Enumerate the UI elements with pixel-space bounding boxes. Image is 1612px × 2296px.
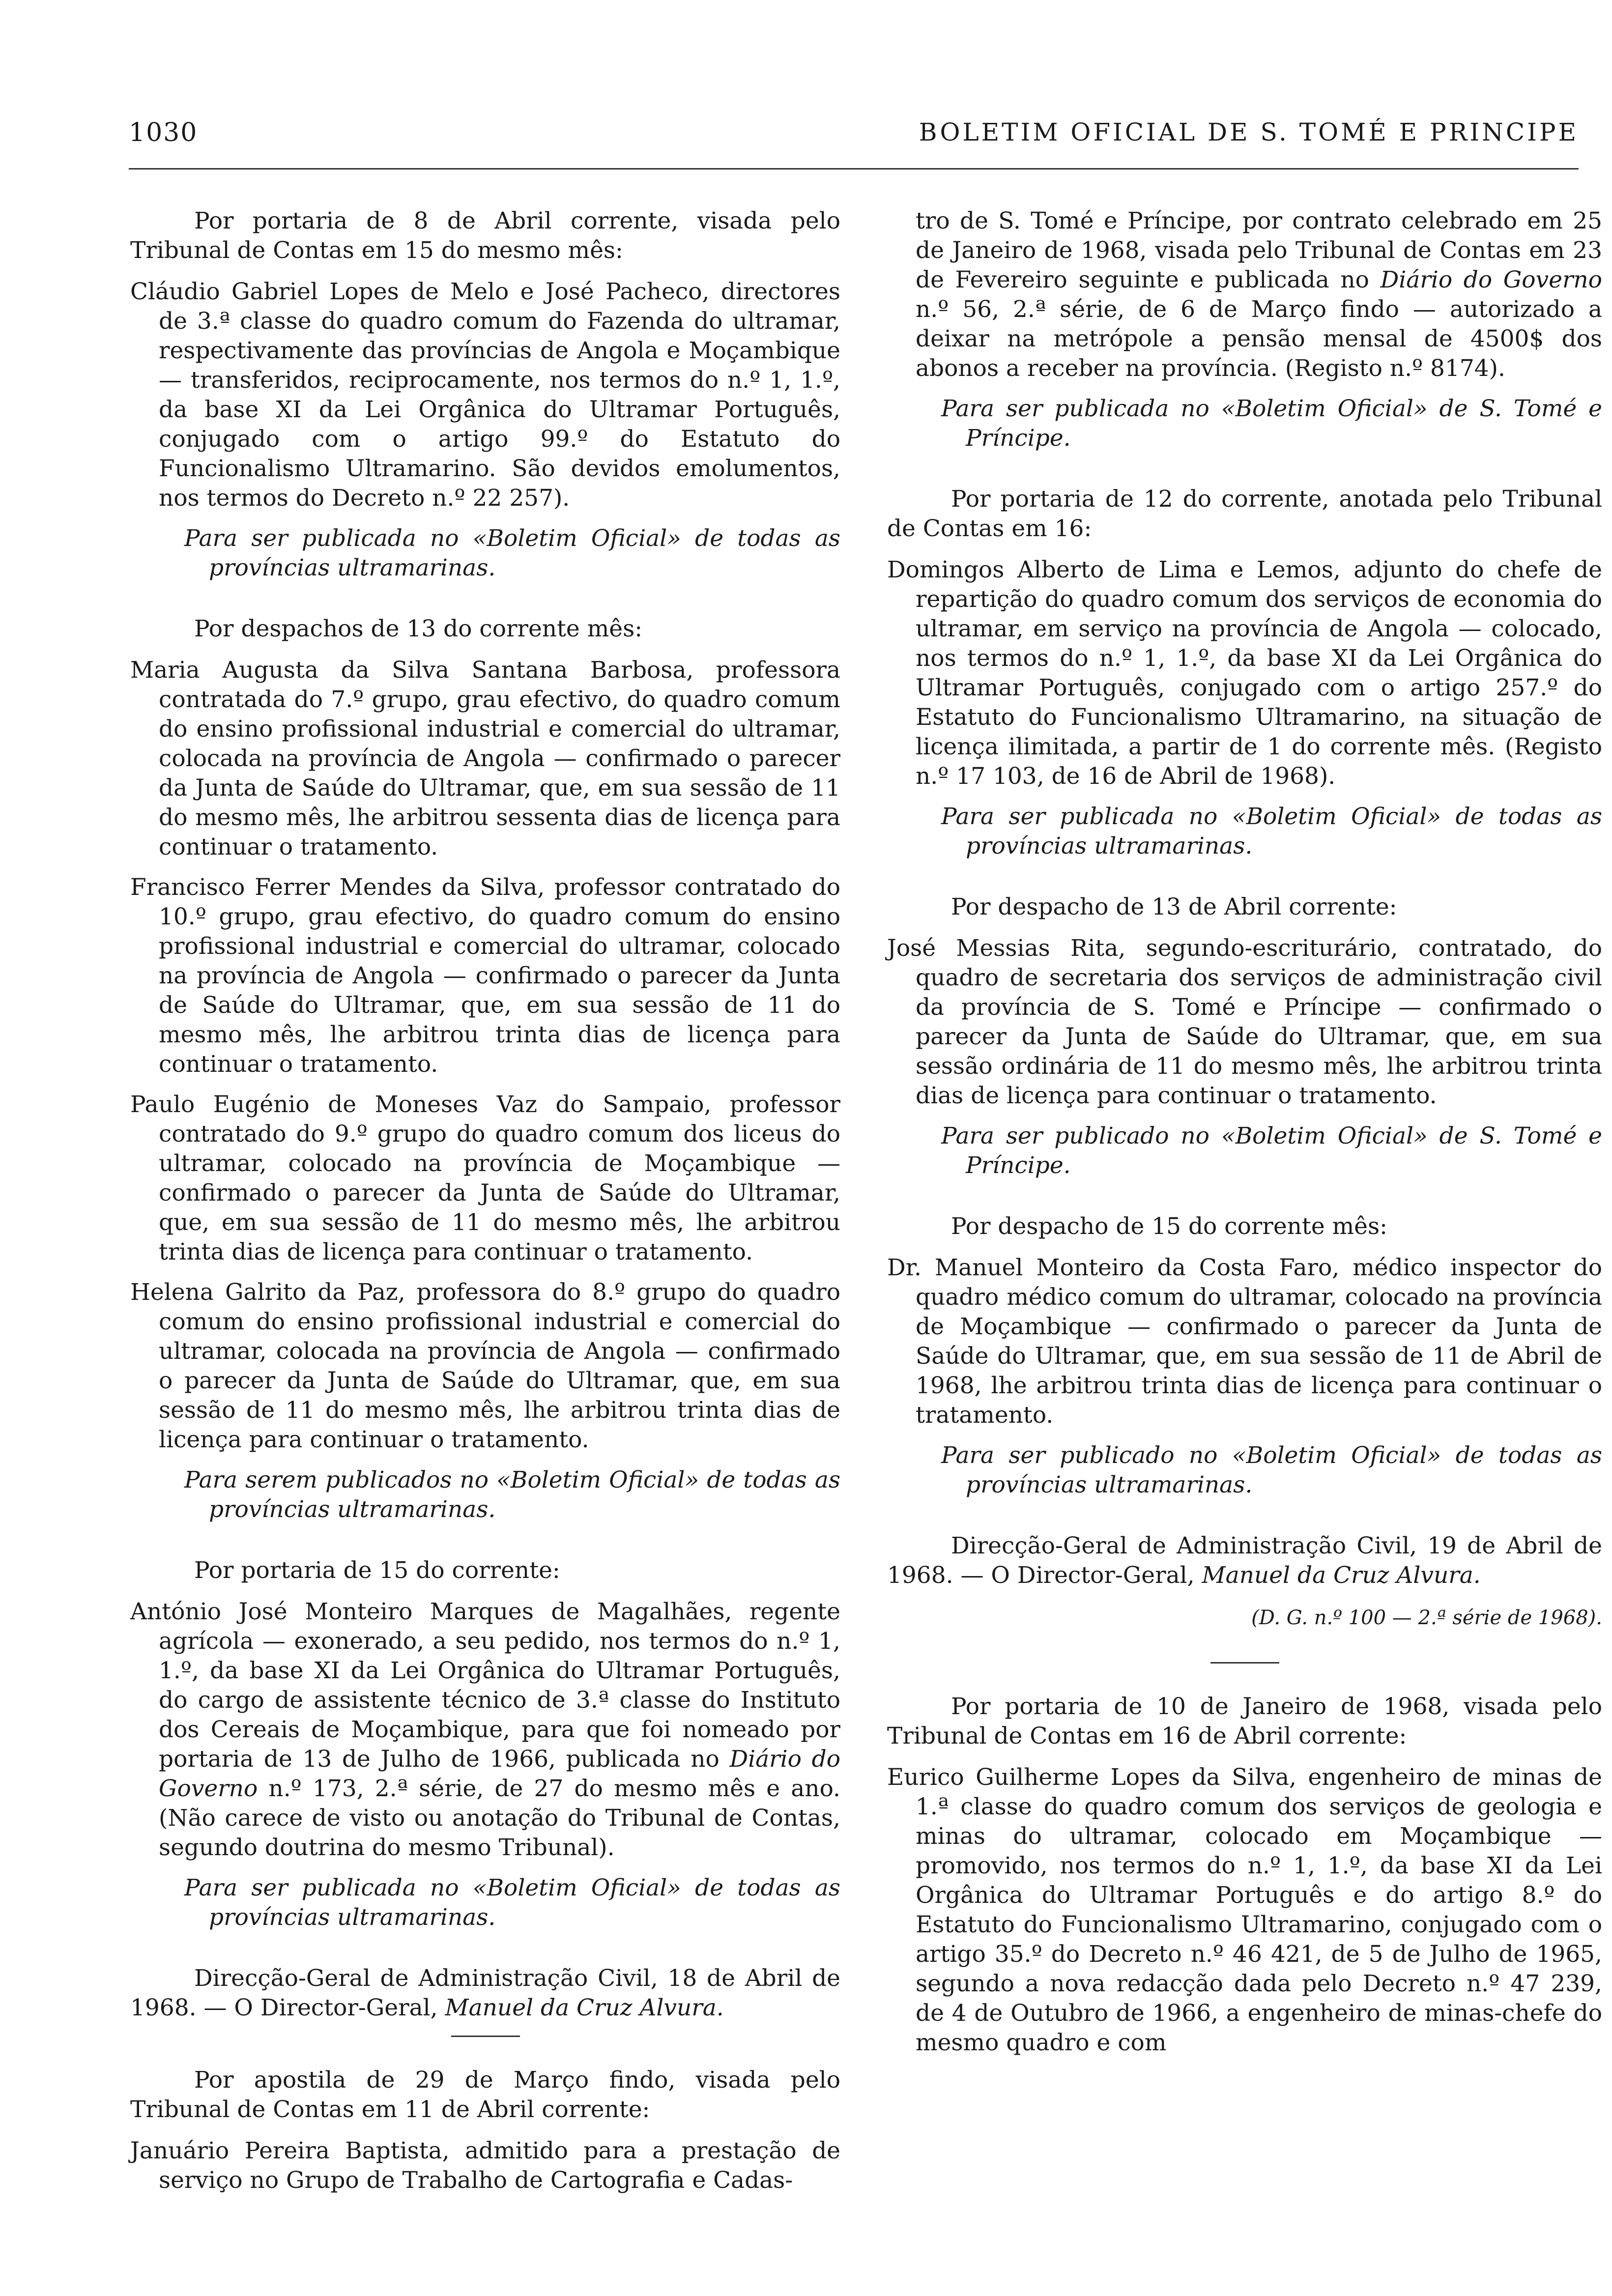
order-intro: Por apostila de 29 de Março findo, visada pelo Tribunal de Contas em 11 de Abril corrente: <box>130 2066 840 2123</box>
order-intro: Por portaria de 12 do corrente, anotada pelo Tribunal de Contas em 16: <box>887 486 1602 542</box>
order-entry: Januário Pereira Baptista, admitido para a prestação de serviço no Grupo de Trabalho de Cartografia e Cadas- <box>130 2137 840 2194</box>
publication-instruction: Para ser publicada no «Boletim Oficial» de todas as províncias ultramarinas. <box>941 803 1602 860</box>
signature-text: Direcção-Geral de Administração Civil, 18 de Abril de 1968. — O Director-Geral, <box>130 1965 840 2021</box>
entry-text: António José Monteiro Marques de Magalhães, regente agrícola — exonerado, a seu pedido, nos termos do n.º 1, 1.º, da base XI da Lei Orgânica do Ultramar Português, do cargo de assistente técnico de 3.ª classe do Instituto dos Cereais de Moçambique, para que foi nomeado por portaria de 13 de Julho de 1966, publicada no <box>130 1598 840 1773</box>
order-entry: Helena Galrito da Paz, professora do 8.º grupo do quadro comum do ensino profissional industrial e comercial do ultramar, colocada na província de Angola — confirmado o parecer da Junta de Saúde do Ultramar, que, em sua sessão de 11 do mesmo mês, lhe arbitrou trinta dias de licença para continuar o tratamento. <box>130 1279 840 1453</box>
publication-instruction: Para ser publicada no «Boletim Oficial» de todas as províncias ultramarinas. <box>184 525 840 581</box>
order-intro: Por despacho de 13 de Abril corrente: <box>951 893 1397 920</box>
order-entry: Maria Augusta da Silva Santana Barbosa, professora contratada do 7.º grupo, grau efectivo, do quadro comum do ensino profissional industrial e comercial do ultramar, colocada na província de Angola — confirmado o parecer da Junta de Saúde do Ultramar, que, em sua sessão de 11 do mesmo mês, lhe arbitrou sessenta dias de licença para continuar o tratamento. <box>130 657 840 861</box>
order-intro: Por despacho de 15 do corrente mês: <box>951 1213 1387 1240</box>
signature-text: Direcção-Geral de Administração Civil, 19 de Abril de 1968. — O Director-Geral, <box>887 1532 1602 1589</box>
order-entry: Domingos Alberto de Lima e Lemos, adjunto do chefe de repartição do quadro comum dos serviços de economia do ultramar, em serviço na província de Angola — colocado, nos termos do n.º 1, 1.º, da base XI da Lei Orgânica do Ultramar Português, conjugado com o artigo 257.º do Estatuto do Funcionalismo Ultramarino, na situação de licença ilimitada, a partir de 1 do corrente mês. (Registo n.º 17 103, de 16 de Abril de 1968). <box>887 556 1602 790</box>
order-entry <box>130 1597 840 1863</box>
source-reference: (D. G. n.º 100 — 2.ª série de 1968). <box>1251 1607 1602 1629</box>
header-rule <box>129 168 1579 170</box>
signature-block <box>887 1531 1602 1590</box>
entry-text: n.º 173, 2.ª série, de 27 do mesmo mês e ano. (Não carece de visto ou anotação do Tribunal de Contas, segundo doutrina do mesmo Tribunal). <box>159 1775 840 1861</box>
publication-instruction: Para ser publicado no «Boletim Oficial» de S. Tomé e Príncipe. <box>941 1122 1602 1179</box>
order-entry: Cláudio Gabriel Lopes de Melo e José Pacheco, directores de 3.ª classe do quadro comum do Fazenda do ultramar, respectivamente das províncias de Angola e Moçambique — transferidos, reciprocamente, nos termos do n.º 1, 1.º, da base XI da Lei Orgânica do Ultramar Português, conjugado com o artigo 99.º do Estatuto do Funcionalismo Ultramarino. São devidos emolumentos, nos termos do Decreto n.º 22 257). <box>130 278 840 512</box>
signature-block <box>130 1964 840 2023</box>
right-column <box>887 206 1602 2068</box>
publication-title: Diário do Governo <box>1380 266 1602 293</box>
page-header <box>129 118 1579 162</box>
signatory-name: Manuel da Cruz Alvura. <box>1202 1562 1481 1589</box>
entry-text: tro de S. Tomé e Príncipe, por contrato celebrado em 25 de Janeiro de 1968, visada pelo Tribunal de Contas em 23 de Fevereiro seguinte e publicada no <box>916 207 1602 293</box>
section-divider <box>451 2036 520 2037</box>
order-intro: Por portaria de 10 de Janeiro de 1968, visada pelo Tribunal de Contas em 16 de Abril corrente: <box>887 1693 1602 1750</box>
order-entry: Dr. Manuel Monteiro da Costa Faro, médico inspector do quadro médico comum do ultramar, colocado na província de Moçambique — confirmado o parecer da Junta de Saúde do Ultramar, que, em sua sessão de 11 de Abril de 1968, lhe arbitrou trinta dias de licença para continuar o tratamento. <box>887 1254 1602 1429</box>
page-number: 1030 <box>129 118 198 147</box>
publication-instruction: Para ser publicado no «Boletim Oficial» de todas as províncias ultramarinas. <box>941 1442 1602 1498</box>
order-entry: Francisco Ferrer Mendes da Silva, professor contratado do 10.º grupo, grau efectivo, do quadro comum do ensino profissional industrial e comercial do ultramar, colocado na província de Angola — confirmado o parecer da Junta de Saúde do Ultramar, que, em sua sessão de 11 do mesmo mês, lhe arbitrou trinta dias de licença para continuar o tratamento. <box>130 874 840 1078</box>
publication-instruction: Para ser publicada no «Boletim Oficial» de S. Tomé e Príncipe. <box>941 395 1602 452</box>
entry-text: n.º 56, 2.ª série, de 6 de Março findo — autorizado a deixar na metrópole a pensão mensal de 4500$ dos abonos a receber na província. (Registo n.º 8174). <box>916 296 1602 382</box>
publication-instruction: Para serem publicados no «Boletim Oficial» de todas as províncias ultramarinas. <box>184 1466 840 1523</box>
left-column <box>130 206 840 2206</box>
order-intro: Por portaria de 8 de Abril corrente, visada pelo Tribunal de Contas em 15 do mesmo mês: <box>130 207 840 264</box>
order-entry: Paulo Eugénio de Moneses Vaz do Sampaio, professor contratado do 9.º grupo do quadro comum dos liceus do ultramar, colocado na província de Moçambique — confirmado o parecer da Junta de Saúde do Ultramar, que, em sua sessão de 11 do mesmo mês, lhe arbitrou trinta dias de licença para continuar o tratamento. <box>130 1091 840 1265</box>
order-entry: Eurico Guilherme Lopes da Silva, engenheiro de minas de 1.ª classe do quadro comum dos serviços de geologia e minas do ultramar, colocado em Moçambique — promovido, nos termos do n.º 1, 1.º, da base XI da Lei Orgânica do Ultramar Português e do artigo 8.º do Estatuto do Funcionalismo Ultramarino, conjugado com o artigo 35.º do Decreto n.º 46 421, de 5 de Julho de 1965, segundo a nova redacção dada pelo Decreto n.º 47 239, de 4 de Outubro de 1966, a engenheiro de minas-chefe do mesmo quadro e com <box>887 1764 1602 2056</box>
order-entry: José Messias Rita, segundo-escriturário, contratado, do quadro de secretaria dos serviços de administração civil da província de S. Tomé e Príncipe — confirmado o parecer da Junta de Saúde do Ultramar, que, em sua sessão ordinária de 11 do mesmo mês, lhe arbitrou trinta dias de licença para continuar o tratamento. <box>887 935 1602 1109</box>
running-title: BOLETIM OFICIAL DE S. TOMÉ E PRINCIPE <box>919 118 1579 146</box>
signatory-name: Manuel da Cruz Alvura. <box>445 1994 724 2021</box>
order-entry-continued <box>887 206 1602 383</box>
order-intro: Por portaria de 15 do corrente: <box>194 1557 560 1584</box>
section-divider <box>1210 1662 1279 1664</box>
publication-title: Diário do Governo <box>159 1746 841 1802</box>
publication-instruction: Para ser publicada no «Boletim Oficial» de todas as províncias ultramarinas. <box>184 1874 840 1931</box>
order-intro: Por despachos de 13 do corrente mês: <box>194 615 643 642</box>
